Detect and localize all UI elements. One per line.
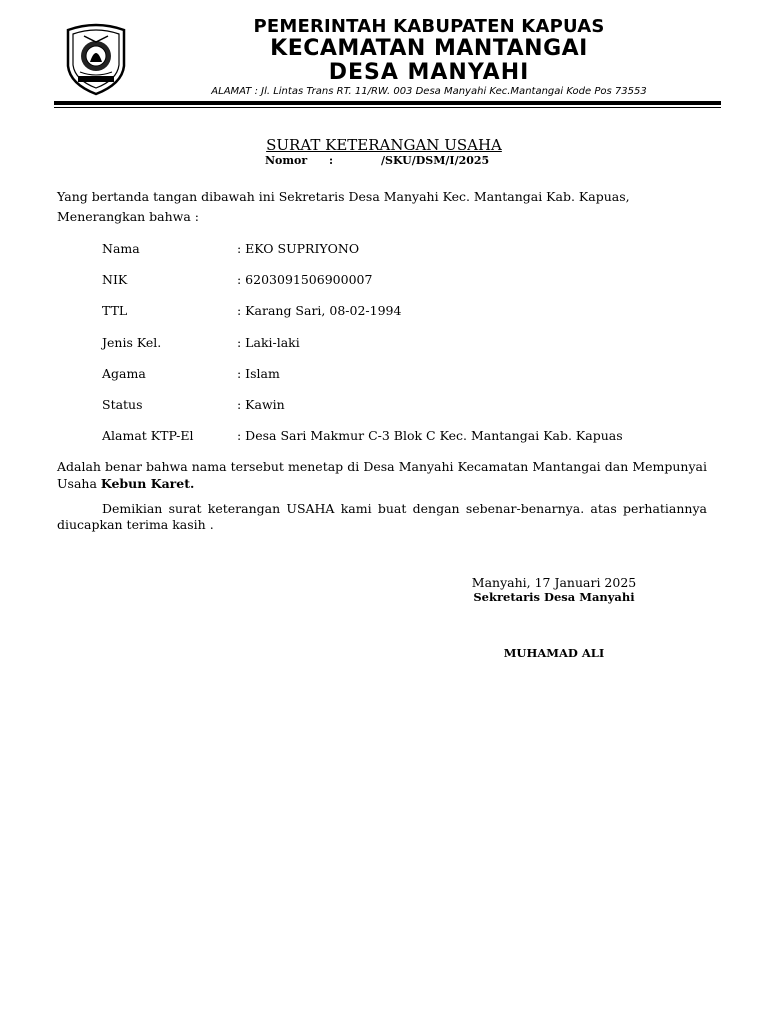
letterhead-address: ALAMAT : Jl. Lintas Trans RT. 11/RW. 003 Desa Manyahi Kec.Mantangai Kode Pos 73553 xyxy=(211,86,647,97)
closing-paragraph: Demikian surat keterangan USAHA kami buat dengan sebenar-benarnya. atas perhatiannya diucapkan terima kasih . xyxy=(57,501,707,532)
field-row xyxy=(102,272,712,290)
field-label: Status xyxy=(102,397,143,412)
signature-place-date: Manyahi, 17 Januari 2025 xyxy=(471,575,637,590)
letterhead-divider-thin xyxy=(54,107,721,108)
signature-title: Sekretaris Desa Manyahi xyxy=(473,590,635,604)
letterhead-divider-thick xyxy=(54,101,721,105)
field-value: : Karang Sari, 08-02-1994 xyxy=(237,303,402,318)
intro-paragraph: Yang bertanda tangan dibawah ini Sekretaris Desa Manyahi Kec. Mantangai Kab. Kapuas, Menerangkan bahwa : xyxy=(57,189,630,224)
field-row xyxy=(102,397,712,415)
field-row xyxy=(102,428,712,446)
field-label: TTL xyxy=(102,303,128,318)
field-value: : 6203091506900007 xyxy=(237,272,373,287)
field-label: Agama xyxy=(102,366,146,381)
field-value: : Islam xyxy=(237,366,280,381)
field-value: : Laki-laki xyxy=(237,335,300,350)
field-row xyxy=(102,241,712,259)
nomor-value: /SKU/DSM/I/2025 xyxy=(381,154,490,167)
business-type: Kebun Karet. xyxy=(100,476,195,491)
field-row xyxy=(102,366,712,384)
field-label: Alamat KTP-El xyxy=(102,428,194,443)
field-row xyxy=(102,335,712,353)
nomor-label: Nomor xyxy=(265,154,308,167)
field-value: : Desa Sari Makmur C-3 Blok C Kec. Mantangai Kab. Kapuas xyxy=(237,428,623,443)
signatory-name: MUHAMAD ALI xyxy=(503,646,605,660)
statement-paragraph xyxy=(57,458,707,492)
letter-title-text: SURAT KETERANGAN USAHA xyxy=(266,136,502,154)
nomor-colon: : xyxy=(329,154,334,167)
field-label: Nama xyxy=(102,241,140,256)
field-label: Jenis Kel. xyxy=(102,335,162,350)
kapuas-emblem-logo xyxy=(64,22,128,96)
field-label: NIK xyxy=(102,272,128,287)
letter-title xyxy=(0,136,768,154)
letterhead-government: PEMERINTAH KABUPATEN KAPUAS xyxy=(253,16,605,37)
letterhead-village: DESA MANYAHI xyxy=(328,60,530,85)
field-value: : EKO SUPRIYONO xyxy=(237,241,360,256)
letterhead-district: KECAMATAN MANTANGAI xyxy=(270,36,588,61)
statement-text: Adalah benar bahwa nama tersebut menetap di Desa Manyahi Kecamatan Mantangai dan Mempunyai Usaha xyxy=(57,459,707,491)
field-row xyxy=(102,303,712,321)
field-value: : Kawin xyxy=(237,397,285,412)
